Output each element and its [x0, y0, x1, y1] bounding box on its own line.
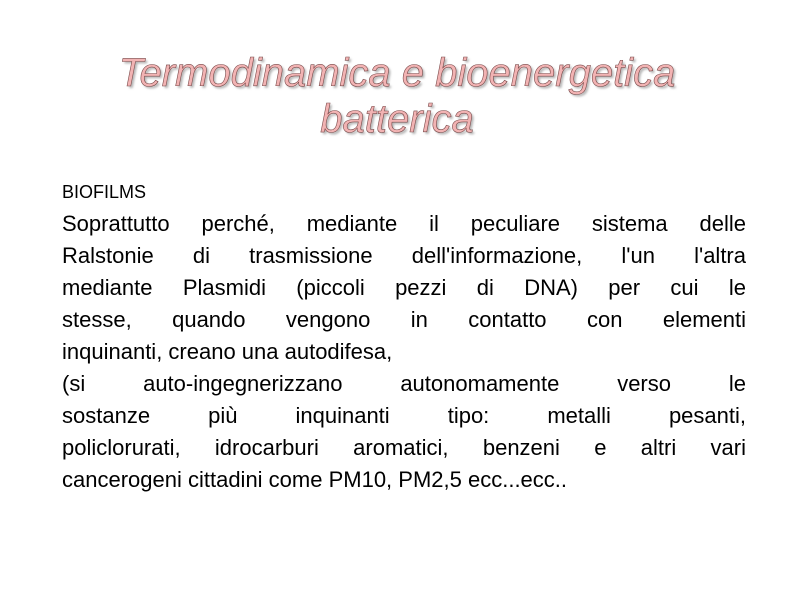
- body-line: sostanze più inquinanti tipo: metalli pesanti,: [62, 403, 746, 428]
- body-text: [62, 208, 746, 496]
- body-line: Ralstonie di trasmissione dell'informazione, l'un l'altra: [62, 243, 746, 268]
- body-line: mediante Plasmidi (piccoli pezzi di DNA) per cui le: [62, 275, 746, 300]
- slide-title-line-1: Termodinamica e bioenergetica: [118, 51, 676, 95]
- body-line: cancerogeni cittadini come PM10, PM2,5 ecc...ecc..: [62, 467, 568, 492]
- body-line: inquinanti, creano una autodifesa,: [62, 339, 393, 364]
- slide-title: [0, 50, 794, 142]
- slide-title-line-2: batterica: [320, 97, 474, 141]
- section-heading: BIOFILMS: [62, 182, 147, 202]
- body-line: stesse, quando vengono in contatto con elementi: [62, 307, 746, 332]
- body-line: policlorurati, idrocarburi aromatici, benzeni e altri vari: [62, 435, 746, 460]
- body-line: Soprattutto perché, mediante il peculiare sistema delle: [62, 211, 746, 236]
- body-line: (si auto-ingegnerizzano autonomamente verso le: [62, 371, 746, 396]
